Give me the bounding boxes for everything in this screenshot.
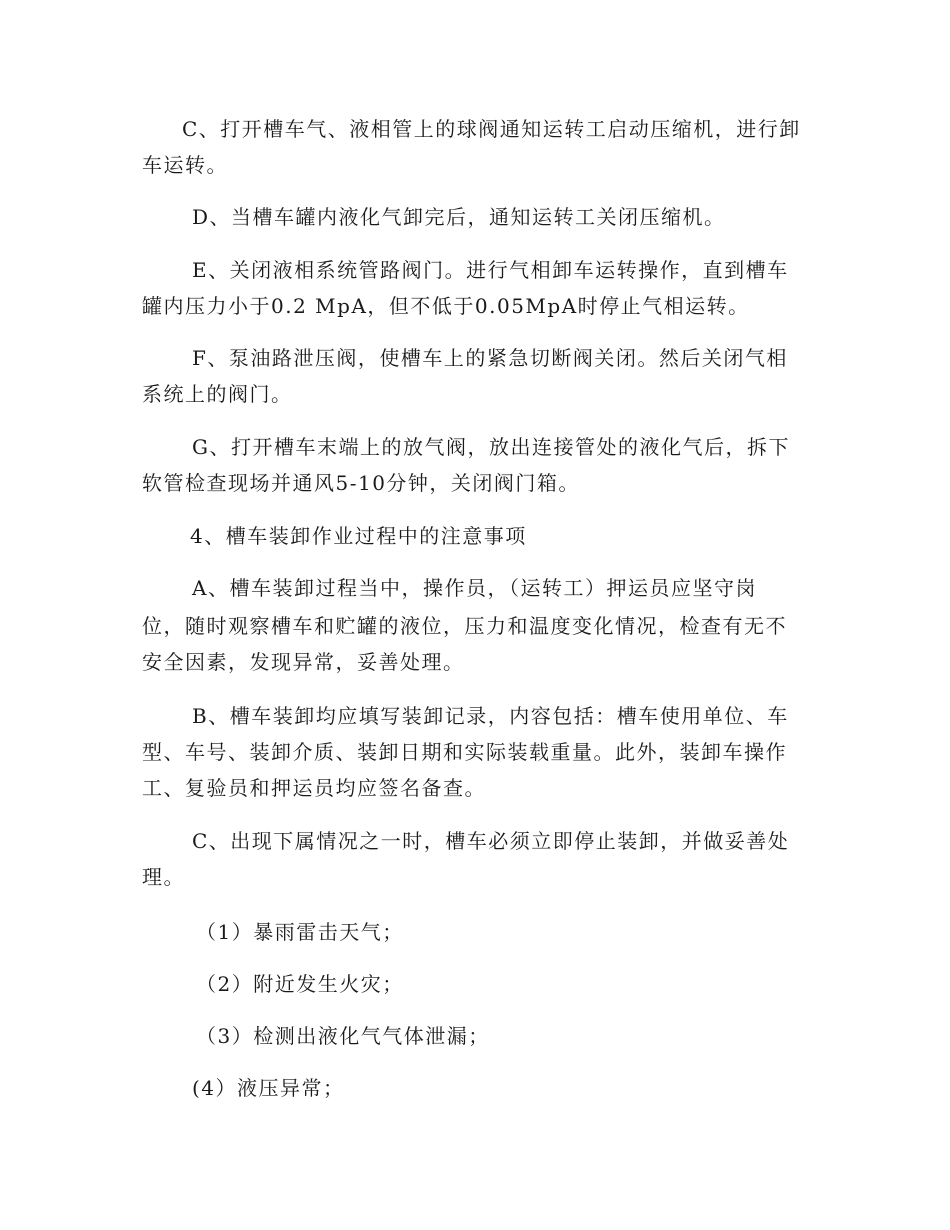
paragraph-c-unload-line-1: C、打开槽车气、液相管上的球阀通知运转工启动压缩机，进行卸	[182, 117, 801, 141]
paragraph-a-notes-line-1: A、槽车装卸过程当中，操作员，（运转工）押运员应坚守岗	[192, 576, 757, 600]
paragraph-e-unload-line-1: E、关闭液相系统管路阀门。进行气相卸车运转操作，直到槽车	[192, 258, 789, 282]
list-item-1: （1）暴雨雷击天气；	[196, 920, 404, 944]
paragraph-c-notes-line-2: 理。	[142, 865, 185, 889]
paragraph-c-notes-line-1: C、出现下属情况之一时，槽车必须立即停止装卸，并做妥善处	[192, 829, 790, 853]
section-heading-4: 4、槽车装卸作业过程中的注意事项	[190, 524, 527, 548]
paragraph-g-unload-line-1: G、打开槽车末端上的放气阀，放出连接管处的液化气后，拆下	[192, 435, 790, 459]
paragraph-a-notes-line-2: 位，随时观察槽车和贮罐的液位，压力和温度变化情况，检查有无不	[142, 614, 787, 638]
list-item-3: （3）检测出液化气气体泄漏；	[196, 1024, 490, 1048]
paragraph-e-unload-line-2: 罐内压力小于0.2 MpA，但不低于0.05MpA时停止气相运转。	[142, 294, 750, 318]
paragraph-f-unload-line-1: F、泵油路泄压阀，使槽车上的紧急切断阀关闭。然后关闭气相	[192, 346, 788, 370]
paragraph-d-unload-line-1: D、当槽车罐内液化气卸完后，通知运转工关闭压缩机。	[192, 205, 726, 229]
paragraph-b-notes-line-3: 工、复验员和押运员均应签名备查。	[142, 776, 486, 800]
paragraph-g-unload-line-2: 软管检查现场并通风5-10分钟，关闭阀门箱。	[142, 471, 580, 495]
paragraph-b-notes-line-2: 型、车号、装卸介质、装卸日期和实际装载重量。此外，装卸车操作	[142, 740, 787, 764]
list-item-4: (4）液压异常；	[192, 1076, 345, 1100]
paragraph-f-unload-line-2: 系统上的阀门。	[142, 382, 293, 406]
paragraph-b-notes-line-1: B、槽车装卸均应填写装卸记录，内容包括：槽车使用单位、车	[192, 704, 789, 728]
paragraph-a-notes-line-3: 安全因素，发现异常，妥善处理。	[142, 650, 465, 674]
paragraph-c-unload-line-2: 车运转。	[142, 153, 228, 177]
list-item-2: （2）附近发生火灾；	[196, 972, 404, 996]
